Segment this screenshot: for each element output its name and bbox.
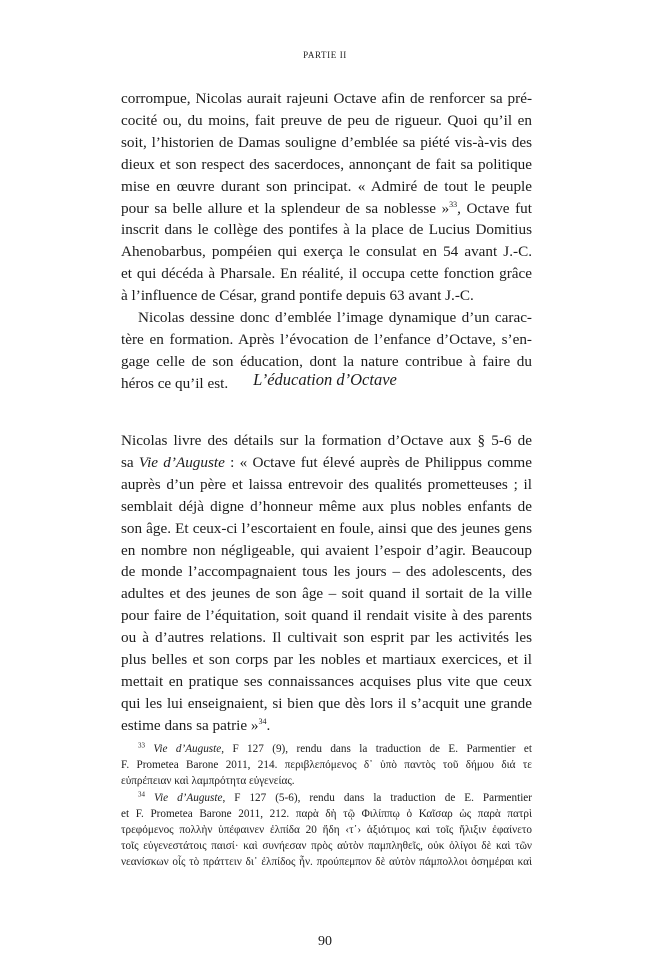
text-line: auprès d’un père et laissa entrevoir des qualités prometteuses ; il — [121, 475, 532, 493]
text-line: τρεφόμενος πολλὴν ὑπέφαινεν ἐλπίδα 20 ἤδη ‹τ᾽› ἀξιότιμος καὶ τοῖς ἥλιξιν ἐφαίνετο — [121, 824, 532, 837]
footnote-33 — [121, 741, 532, 790]
work-title: Vie d’Auguste — [138, 453, 225, 471]
text-line: εὐπρέπειαν καὶ λαμπρότητα εὐγενείας. — [121, 775, 295, 788]
text-line: inscrit dans le collège des pontifes à la place de Lucius Domitius — [121, 221, 532, 239]
text-line: pour faire de l’équitation, soit quand il rendait visite à des parents — [121, 607, 532, 625]
text-line: Nicolas livre des détails sur la formation d’Octave aux § 5-6 de — [121, 432, 532, 449]
text-line: semblait déjà digne d’honneur même aux plus nobles enfants de — [121, 497, 532, 515]
text-line: tère en formation. Après l’évocation de l’enfance d’Octave, s’en- — [121, 330, 532, 348]
text-line: Nicolas dessine donc d’emblée l’image dynamique d’un carac- — [138, 309, 532, 327]
text-segment: , F 127 (5-6), rendu dans la traduction de E. Parmentier — [222, 791, 532, 804]
text-line — [121, 198, 532, 220]
text-line: adultes et des jeunes de son âge – soit quand il sortait de la ville — [121, 585, 532, 603]
text-line: soit, l’historien de Damas souligne d’emblée sa piété vis-à-vis des — [121, 133, 532, 151]
footnotes — [121, 741, 532, 871]
text-line: héros ce qu’il est. — [121, 374, 229, 392]
text-line — [121, 790, 532, 806]
text-line: ou à d’autres relations. Il cultivait son esprit par les activités les — [121, 629, 532, 647]
work-title: Vie d’Auguste — [154, 791, 223, 804]
text-segment: pour sa belle allure et la splendeur de sa noblesse » — [121, 199, 450, 217]
text-line: gage celle de son éducation, dont la nature contribue à faire du — [121, 352, 532, 370]
text-line: à l’influence de César, grand pontife depuis 63 avant J.-C. — [121, 287, 474, 305]
text-line: et qui décéda à Pharsale. En réalité, il occupa cette fonction grâce — [121, 265, 532, 283]
text-line: et F. Prometea Barone 2011, 212. παρὰ δὴ τῷ Φιλίππῳ ὁ Καῖσαρ ὡς παρὰ πατρὶ — [121, 807, 532, 820]
text-segment: : « Octave fut élevé auprès de Philippus comme — [224, 453, 532, 471]
text-line: mise en œuvre durant son principat. « Admiré de tout le peuple — [121, 177, 532, 195]
text-line: de monde l’accompagnaient tous les jours – des adolescents, des — [121, 563, 532, 581]
text-line: νεανίσκων οἷς τὸ πράττειν δι᾽ ἐλπίδος ἦν. προύπεμπον δὲ αὐτὸν πάμπολλοι ὁσημέραι καὶ — [121, 856, 532, 869]
footnote-number: 33 — [138, 741, 145, 750]
footnote-34 — [121, 790, 532, 871]
footnote-number: 34 — [138, 789, 145, 798]
section-heading: L’éducation d’Octave — [253, 370, 397, 389]
text-line: F. Prometea Barone 2011, 214. περιβλεπόμενος δ᾽ ὑπὸ παντὸς τοῦ δήμου διά τε — [121, 759, 532, 772]
text-segment: sa — [121, 453, 139, 471]
text-segment: , F 127 (9), rendu dans la traduction de E. Parmentier et — [221, 743, 532, 755]
text-line: qui les lui enseignaient, si bien que dès lors il s’acquit une grande — [121, 694, 532, 712]
text-line: plus belles et son corps par les nobles et martiaux exercices, et il — [121, 651, 532, 669]
text-line — [121, 741, 532, 757]
text-segment: , Octave fut — [457, 199, 532, 217]
text-line: cocité ou, du moins, fait preuve de peu de rigueur. Quoi qu’il en — [121, 111, 532, 129]
running-head: PARTIE II — [303, 50, 347, 60]
text-line: mettait en pratique ses connaissances acquises plus vite que ceux — [121, 672, 532, 690]
text-line: Ahenobarbus, pompéien qui exerça le consulat en 54 avant J.-C. — [121, 243, 532, 261]
text-line — [121, 452, 532, 474]
footnote-ref-34[interactable]: 34 — [258, 716, 267, 726]
text-line: τοῖς εὐγενεστάτοις παισί· καὶ συνήεσαν πρὸς αὐτὸν παμπληθεῖς, οὐκ ὀλίγοι δὲ καὶ τῶν — [121, 840, 532, 853]
footnote-ref-33[interactable]: 33 — [449, 199, 458, 209]
paragraph-3 — [121, 430, 532, 737]
body-text-lower — [121, 430, 532, 737]
text-line: dieux et son respect des sacerdoces, annonçant de fait sa politique — [121, 155, 532, 173]
body-text-upper — [121, 88, 532, 395]
text-segment: . — [266, 716, 271, 734]
text-segment: estime dans sa patrie » — [121, 716, 259, 734]
text-line: son âge. Et ceux-ci l’escortaient en foule, ainsi que des jeunes gens — [121, 519, 532, 537]
page-number: 90 — [318, 934, 332, 949]
text-line — [121, 715, 532, 737]
text-line: corrompue, Nicolas aurait rajeuni Octave afin de renforcer sa pré- — [121, 90, 532, 107]
paragraph-1 — [121, 88, 532, 307]
text-line: en nombre non négligeable, qui avaient l’espoir d’agir. Beaucoup — [121, 541, 532, 559]
work-title: Vie d’Auguste — [153, 743, 222, 755]
